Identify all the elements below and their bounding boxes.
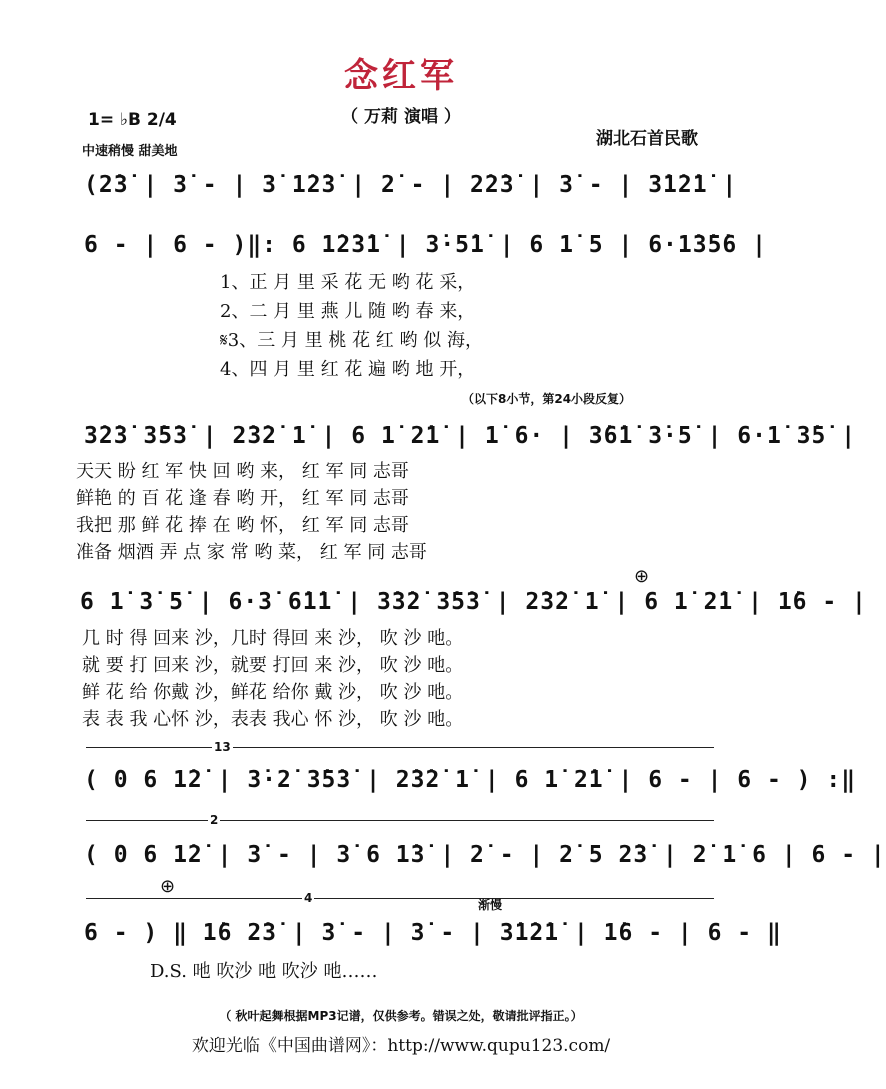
ritardando-mark: 渐慢 xyxy=(478,898,503,912)
volta-label-2: 2 xyxy=(210,813,219,827)
verse-3: 𝄋3、三 月 里 桃 花 红 哟 似 海， xyxy=(220,330,483,351)
lyric-line-4c: 鲜 花 给 你戴 沙，鲜花 给你 戴 沙， 吹 沙 吔。 xyxy=(82,682,464,703)
lyric-line-3a: 天天 盼 红 军 快 回 哟 来， 红 军 同 志哥 xyxy=(76,461,409,482)
volta-bracket-4 xyxy=(86,898,714,899)
transcriber-note: （ 秋叶起舞根据MP3记谱，仅供参考。错误之处，敬请批评指正。） xyxy=(219,1009,583,1023)
volta-label-13: 13 xyxy=(214,740,231,754)
score-line-5: ( 0 6 1̇2̇ | 3̇·2̇ 3̇5̇3̇ | 2̇3̇2̇ 1̇ | 6 1̇ 2̇1̇ | 6 - | 6 - ) :‖ xyxy=(84,767,857,793)
score-line-1: (2̇3̇ | 3̇ - | 3̇ 1̇2̇3̇ | 2̇ - | 2̇2̇3̇ | 3̇ - | 3̇1̇2̇1̇ | xyxy=(84,172,738,198)
repeat-annotation: （以下8小节，第24小段反复） xyxy=(462,392,632,406)
lyric-line-3c: 我把 那 鲜 花 捧 在 哟 怀， 红 军 同 志哥 xyxy=(76,515,409,536)
coda-sign-2: ⊕ xyxy=(160,876,176,897)
lyric-line-4a: 几 时 得 回来 沙，几时 得回 来 沙， 吹 沙 吔。 xyxy=(82,628,464,649)
score-line-6: ( 0 6 1̇2̇ | 3̇ - | 3̇ 6 1̇3̇ | 2̇ - | 2̇ 5 2̇3̇ | 2̇ 1̇ 6 | 6 - | xyxy=(84,842,886,868)
verse-1: 1、正 月 里 采 花 无 哟 花 采， xyxy=(220,272,476,293)
score-line-7: 6 - ) ‖ 1̇6 2̇3̇ | 3̇ - | 3̇ - | 3̇1̇2̇1̇ | 1̇6 - | 6 - ‖ xyxy=(84,920,782,946)
lyric-line-3b: 鲜艳 的 百 花 逢 春 哟 开， 红 军 同 志哥 xyxy=(76,488,409,509)
score-line-3: 3̇2̇3̇ 3̇5̇3̇ | 2̇3̇2̇ 1̇ | 6 1̇ 2̇1̇ | 1̇ 6· | 3̇6̇1̇ 3̇·5̇ | 6·1̇ 3̇5̇ | xyxy=(84,423,857,449)
lyric-line-4b: 就 要 打 回来 沙，就要 打回 来 沙， 吹 沙 吔。 xyxy=(82,655,464,676)
key-signature: 1= ♭B 2/4 xyxy=(88,110,177,130)
site-welcome-link[interactable]: 欢迎光临《中国曲谱网》：http://www.qupu123.com/ xyxy=(191,1036,611,1056)
volta-bracket-13 xyxy=(86,747,714,748)
song-title: 念红军 xyxy=(344,56,458,96)
tempo-marking: 中速稍慢 甜美地 xyxy=(82,144,178,159)
verse-4: 4、四 月 里 红 花 遍 哟 地 开， xyxy=(220,359,476,380)
lyric-line-4d: 表 表 我 心怀 沙，表表 我心 怀 沙， 吹 沙 吔。 xyxy=(82,709,464,730)
song-origin: 湖北石首民歌 xyxy=(596,129,698,149)
lyric-line-3d: 准备 烟酒 弄 点 家 常 哟 菜， 红 军 同 志哥 xyxy=(76,542,427,563)
volta-bracket-2 xyxy=(86,820,714,821)
lyric-line-7: D.S. 吔 吹沙 吔 吹沙 吔…… xyxy=(150,961,378,982)
coda-sign-1: ⊕ xyxy=(634,566,650,587)
score-line-2: 6 - | 6 - )‖: 6 1̇2̇3̇1̇ | 3̇·5̇1̇ | 6 1̇ 5 | 6·1̇3̇5̇6 | xyxy=(84,232,767,258)
score-line-4: 6 1̇ 3̇ 5̇ | 6·3̇ 6̇1̇1̇ | 3̇3̇2̇ 3̇5̇3̇ | 2̇3̇2̇ 1̇ | 6 1̇ 2̇1̇ | 1̇6 - | xyxy=(80,589,867,615)
volta-label-4: 4 xyxy=(304,891,313,905)
singer-credit: （ 万莉 演唱 ） xyxy=(341,107,461,127)
verse-2: 2、二 月 里 燕 儿 随 哟 春 来， xyxy=(220,301,476,322)
